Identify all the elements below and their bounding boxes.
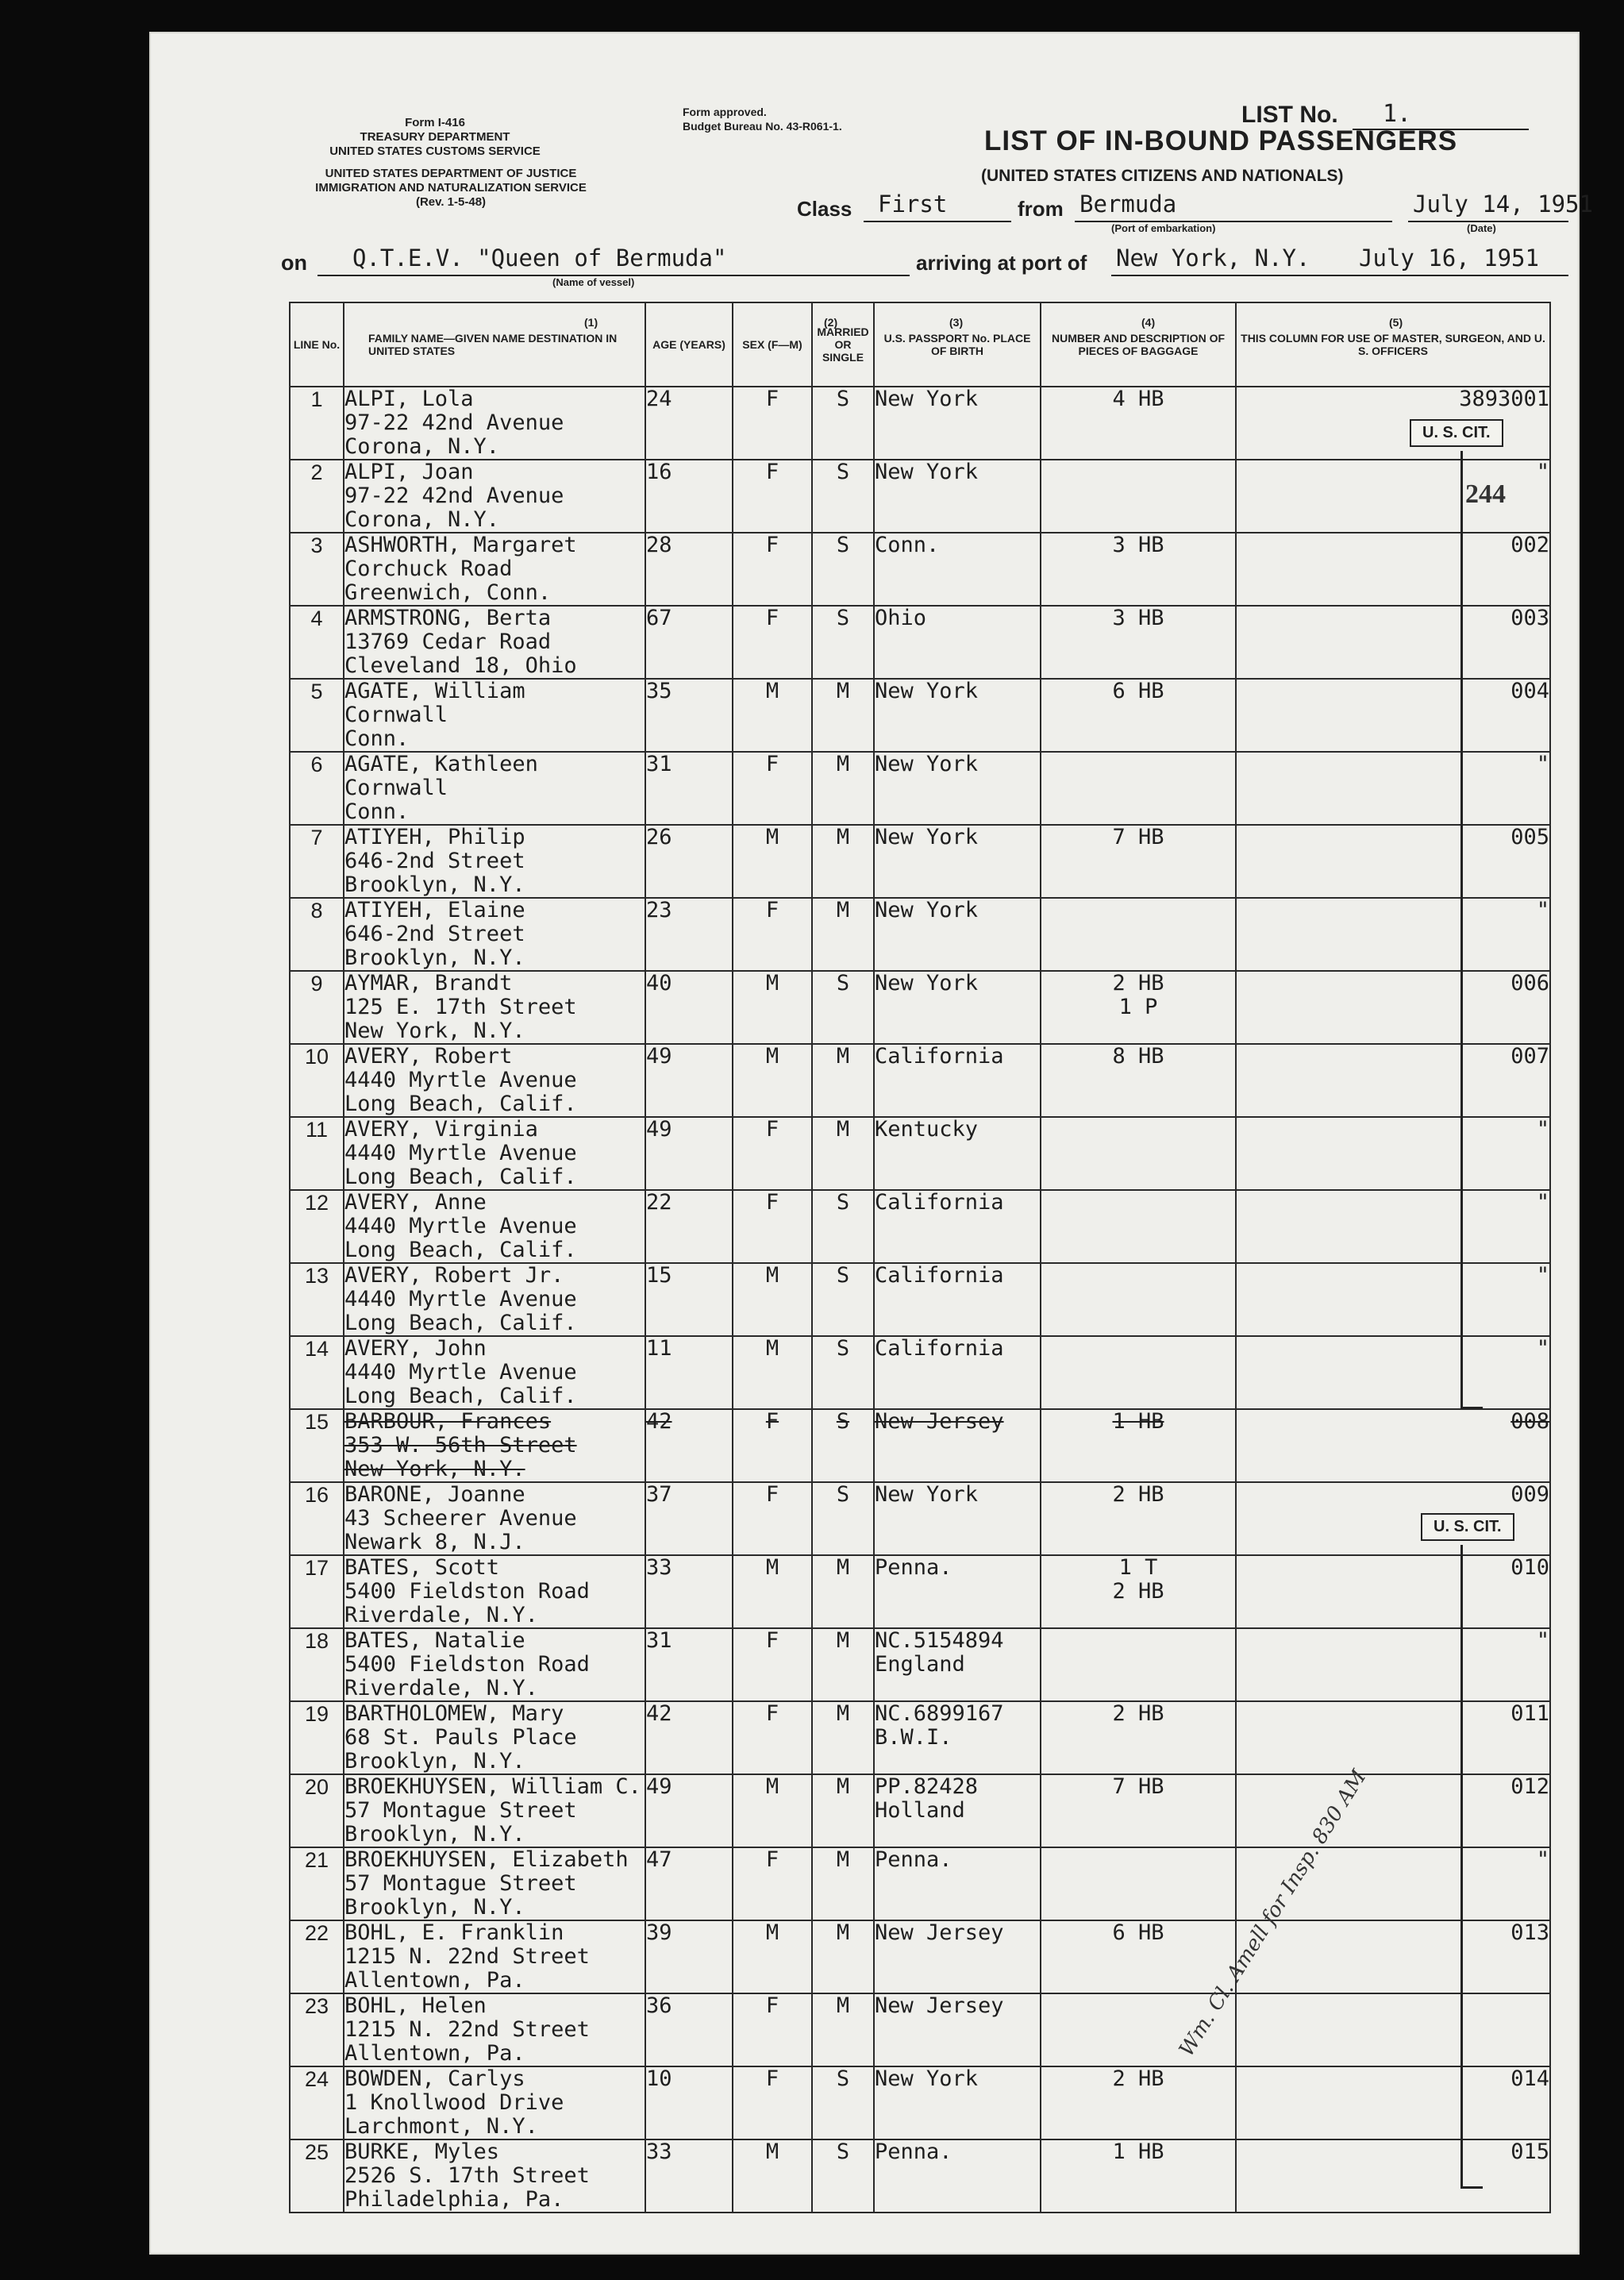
col-num-1: (1) [584, 316, 598, 329]
table-header-row [290, 302, 1550, 387]
on-label: on [281, 251, 307, 275]
passport-birthplace-cell: Ohio [874, 606, 1041, 679]
age-cell: 26 [645, 825, 733, 898]
marital-cell: M [812, 1993, 874, 2066]
passenger-row [290, 2139, 1550, 2213]
line-number: 5 [290, 679, 344, 752]
passenger-name-address: AVERY, John 4440 Myrtle Avenue Long Beach, Calif. [344, 1336, 645, 1409]
passenger-row [290, 825, 1550, 898]
baggage-cell: 3 HB [1041, 606, 1236, 679]
line-number: 1 [290, 387, 344, 460]
line-number: 9 [290, 971, 344, 1044]
passport-birthplace-cell: California [874, 1044, 1041, 1117]
age-cell: 15 [645, 1263, 733, 1336]
age-cell: 42 [645, 1701, 733, 1774]
sex-cell: M [733, 1555, 812, 1628]
approval-note [683, 105, 842, 133]
marital-cell: S [812, 387, 874, 460]
baggage-cell: 3 HB [1041, 533, 1236, 606]
vessel-caption: (Name of vessel) [552, 276, 635, 288]
handwritten-note: Wm. Cl. Amell for Insp. 830 AM [1175, 1766, 1372, 2061]
sex-cell: F [733, 606, 812, 679]
sex-cell: M [733, 1774, 812, 1847]
passenger-row [290, 460, 1550, 533]
line-number: 24 [290, 2066, 344, 2139]
baggage-cell [1041, 898, 1236, 971]
list-no-value: 1. [1383, 100, 1412, 128]
passenger-row [290, 1044, 1550, 1117]
passenger-row [290, 387, 1550, 460]
marital-cell: S [812, 1263, 874, 1336]
sex-cell: F [733, 1628, 812, 1701]
passport-birthplace-cell: New Jersey [874, 1920, 1041, 1993]
officer-use-cell: 3893001 [1236, 387, 1550, 460]
passenger-name-address: AVERY, Anne 4440 Myrtle Avenue Long Beach, Calif. [344, 1190, 645, 1263]
sex-cell: M [733, 825, 812, 898]
passenger-row [290, 1263, 1550, 1336]
us-citizen-stamp-1: U. S. CIT. [1410, 419, 1503, 447]
age-cell: 31 [645, 1628, 733, 1701]
officer-use-cell: 012 [1236, 1774, 1550, 1847]
line-number: 23 [290, 1993, 344, 2066]
line-number: 14 [290, 1336, 344, 1409]
officer-use-cell: " [1236, 1117, 1550, 1190]
line-number: 25 [290, 2139, 344, 2213]
list-no-label: LIST No. [1241, 102, 1338, 128]
marital-cell: S [812, 2139, 874, 2213]
passport-birthplace-cell: New York [874, 679, 1041, 752]
sex-cell: F [733, 1409, 812, 1482]
line-number: 7 [290, 825, 344, 898]
passport-birthplace-cell: California [874, 1263, 1041, 1336]
passenger-name-address: BATES, Scott 5400 Fieldston Road Riverdale, N.Y. [344, 1555, 645, 1628]
sex-cell: F [733, 387, 812, 460]
line-number: 10 [290, 1044, 344, 1117]
page-subtitle: (UNITED STATES CITIZENS AND NATIONALS) [981, 167, 1344, 185]
officer-use-cell: 014 [1236, 2066, 1550, 2139]
line-number: 11 [290, 1117, 344, 1190]
passport-birthplace-cell: New York [874, 898, 1041, 971]
passenger-name-address: BOHL, Helen 1215 N. 22nd Street Allentown, Pa. [344, 1993, 645, 2066]
page-number-stamp: 244 [1465, 479, 1506, 509]
col-baggage: NUMBER AND DESCRIPTION OF PIECES OF BAGGAGE [1041, 302, 1236, 387]
passport-birthplace-cell: Penna. [874, 1847, 1041, 1920]
col-married: MARRIED OR SINGLE [812, 302, 874, 387]
age-cell: 22 [645, 1190, 733, 1263]
officer-use-cell: " [1236, 898, 1550, 971]
passenger-row [290, 1920, 1550, 1993]
passenger-name-address: BOHL, E. Franklin 1215 N. 22nd Street Allentown, Pa. [344, 1920, 645, 1993]
officer-use-cell: " [1236, 752, 1550, 825]
bracket-foot [1460, 2186, 1483, 2189]
officer-use-cell: " [1236, 460, 1550, 533]
col-age: AGE (YEARS) [645, 302, 733, 387]
baggage-cell: 7 HB [1041, 1774, 1236, 1847]
marital-cell: M [812, 1774, 874, 1847]
arrival-date: July 16, 1951 [1359, 245, 1539, 272]
age-cell: 42 [645, 1409, 733, 1482]
ins-service: IMMIGRATION AND NATURALIZATION SERVICE [315, 181, 587, 194]
sex-cell: F [733, 1847, 812, 1920]
passport-birthplace-cell: New York [874, 825, 1041, 898]
bracket-foot [1460, 1407, 1483, 1409]
sex-cell: F [733, 2066, 812, 2139]
vessel-field [317, 245, 910, 276]
form-number: Form I-416 [405, 116, 465, 129]
line-number: 17 [290, 1555, 344, 1628]
line-number: 15 [290, 1409, 344, 1482]
baggage-cell: 7 HB [1041, 825, 1236, 898]
baggage-cell [1041, 1628, 1236, 1701]
baggage-cell: 2 HB [1041, 2066, 1236, 2139]
us-citizen-stamp-2: U. S. CIT. [1421, 1513, 1514, 1541]
treasury-dept: TREASURY DEPARTMENT [360, 130, 510, 144]
passenger-table [289, 302, 1551, 2213]
passenger-row [290, 1336, 1550, 1409]
from-label: from [1018, 197, 1064, 221]
class-label: Class [797, 197, 852, 221]
officer-use-cell: 007 [1236, 1044, 1550, 1117]
baggage-cell [1041, 1263, 1236, 1336]
passenger-name-address: ALPI, Joan 97-22 42nd Avenue Corona, N.Y. [344, 460, 645, 533]
passport-birthplace-cell: Penna. [874, 2139, 1041, 2213]
officer-use-cell: 008 [1236, 1409, 1550, 1482]
baggage-cell: 2 HB [1041, 1701, 1236, 1774]
passport-birthplace-cell: PP.82428 Holland [874, 1774, 1041, 1847]
age-cell: 40 [645, 971, 733, 1044]
passenger-name-address: AGATE, William Cornwall Conn. [344, 679, 645, 752]
age-cell: 33 [645, 1555, 733, 1628]
passport-birthplace-cell: NC.5154894 England [874, 1628, 1041, 1701]
baggage-cell [1041, 1190, 1236, 1263]
line-number: 19 [290, 1701, 344, 1774]
passport-birthplace-cell: New York [874, 1482, 1041, 1555]
passport-birthplace-cell: New York [874, 460, 1041, 533]
date-value: July 14, 1951 [1413, 191, 1593, 218]
officer-use-cell: 004 [1236, 679, 1550, 752]
line-number: 12 [290, 1190, 344, 1263]
sex-cell: F [733, 1117, 812, 1190]
line-number: 20 [290, 1774, 344, 1847]
sex-cell: M [733, 1920, 812, 1993]
class-value: First [878, 191, 948, 218]
age-cell: 23 [645, 898, 733, 971]
page-title: LIST OF IN-BOUND PASSENGERS [984, 125, 1458, 156]
officer-use-cell: 005 [1236, 825, 1550, 898]
col-num-5: (5) [1389, 316, 1403, 329]
passenger-row [290, 1555, 1550, 1628]
passenger-row [290, 1628, 1550, 1701]
passenger-name-address: AYMAR, Brandt 125 E. 17th Street New York, N.Y. [344, 971, 645, 1044]
marital-cell: M [812, 1701, 874, 1774]
line-number: 8 [290, 898, 344, 971]
col-passport: U.S. PASSPORT No. PLACE OF BIRTH [874, 302, 1041, 387]
passenger-row [290, 752, 1550, 825]
col-num-4: (4) [1141, 316, 1156, 329]
line-number: 6 [290, 752, 344, 825]
passenger-name-address: BARONE, Joanne 43 Scheerer Avenue Newark 8, N.J. [344, 1482, 645, 1555]
officer-use-cell: 002 [1236, 533, 1550, 606]
from-value: Bermuda [1079, 191, 1177, 218]
officer-use-cell: " [1236, 1847, 1550, 1920]
sex-cell: F [733, 752, 812, 825]
arriving-label: arriving at port of [916, 251, 1087, 275]
age-cell: 24 [645, 387, 733, 460]
passport-birthplace-cell: NC.6899167 B.W.I. [874, 1701, 1041, 1774]
passport-birthplace-cell: California [874, 1336, 1041, 1409]
passenger-row [290, 606, 1550, 679]
age-cell: 67 [645, 606, 733, 679]
marital-cell: S [812, 2066, 874, 2139]
form-approved: Form approved. [683, 106, 767, 118]
passenger-row [290, 1482, 1550, 1555]
marital-cell: M [812, 1847, 874, 1920]
passenger-name-address: AVERY, Robert 4440 Myrtle Avenue Long Beach, Calif. [344, 1044, 645, 1117]
budget-bureau: Budget Bureau No. 43-R061-1. [683, 120, 842, 133]
justice-header [284, 167, 618, 210]
passenger-name-address: BATES, Natalie 5400 Fieldston Road Riverdale, N.Y. [344, 1628, 645, 1701]
passenger-name-address: ATIYEH, Philip 646-2nd Street Brooklyn, N.Y. [344, 825, 645, 898]
age-cell: 49 [645, 1044, 733, 1117]
passenger-name-address: ATIYEH, Elaine 646-2nd Street Brooklyn, N.Y. [344, 898, 645, 971]
passenger-name-address: BOWDEN, Carlys 1 Knollwood Drive Larchmont, N.Y. [344, 2066, 645, 2139]
sex-cell: F [733, 1482, 812, 1555]
marital-cell: S [812, 460, 874, 533]
col-num-3: (3) [949, 316, 964, 329]
passenger-row [290, 2066, 1550, 2139]
baggage-cell: 2 HB 1 P [1041, 971, 1236, 1044]
age-cell: 49 [645, 1774, 733, 1847]
officer-use-cell [1236, 1993, 1550, 2066]
sex-cell: F [733, 460, 812, 533]
passenger-row [290, 898, 1550, 971]
baggage-cell [1041, 1847, 1236, 1920]
passenger-name-address: ALPI, Lola 97-22 42nd Avenue Corona, N.Y. [344, 387, 645, 460]
baggage-cell [1041, 1117, 1236, 1190]
marital-cell: M [812, 752, 874, 825]
passenger-name-address: AGATE, Kathleen Cornwall Conn. [344, 752, 645, 825]
age-cell: 47 [645, 1847, 733, 1920]
age-cell: 33 [645, 2139, 733, 2213]
officer-use-cell: " [1236, 1190, 1550, 1263]
passenger-name-address: ARMSTRONG, Berta 13769 Cedar Road Cleveland 18, Ohio [344, 606, 645, 679]
passenger-name-address: BROEKHUYSEN, Elizabeth 57 Montague Street Brooklyn, N.Y. [344, 1847, 645, 1920]
revision: (Rev. 1-5-48) [415, 195, 487, 209]
marital-cell: M [812, 1628, 874, 1701]
passenger-row [290, 1847, 1550, 1920]
port-value: New York, N.Y. [1116, 245, 1310, 272]
age-cell: 49 [645, 1117, 733, 1190]
marital-cell: M [812, 679, 874, 752]
marital-cell: M [812, 1117, 874, 1190]
passport-birthplace-cell: Kentucky [874, 1117, 1041, 1190]
sex-cell: F [733, 898, 812, 971]
passport-birthplace-cell: New York [874, 387, 1041, 460]
age-cell: 39 [645, 1920, 733, 1993]
line-number: 2 [290, 460, 344, 533]
line-number: 22 [290, 1920, 344, 1993]
baggage-cell: 4 HB [1041, 387, 1236, 460]
officer-use-cell: 011 [1236, 1701, 1550, 1774]
baggage-cell: 1 HB [1041, 2139, 1236, 2213]
from-caption: (Port of embarkation) [1111, 222, 1216, 234]
marital-cell: M [812, 898, 874, 971]
marital-cell: S [812, 1482, 874, 1555]
marital-cell: S [812, 1336, 874, 1409]
passenger-name-address: AVERY, Virginia 4440 Myrtle Avenue Long Beach, Calif. [344, 1117, 645, 1190]
marital-cell: S [812, 533, 874, 606]
line-number: 18 [290, 1628, 344, 1701]
passenger-name-address: BROEKHUYSEN, William C. 57 Montague Street Brooklyn, N.Y. [344, 1774, 645, 1847]
passenger-name-address: BURKE, Myles 2526 S. 17th Street Philadelphia, Pa. [344, 2139, 645, 2213]
passenger-name-address: AVERY, Robert Jr. 4440 Myrtle Avenue Long Beach, Calif. [344, 1263, 645, 1336]
passport-birthplace-cell: Penna. [874, 1555, 1041, 1628]
passenger-name-address: ASHWORTH, Margaret Corchuck Road Greenwich, Conn. [344, 533, 645, 606]
line-number: 16 [290, 1482, 344, 1555]
sex-cell: M [733, 1044, 812, 1117]
passport-birthplace-cell: New Jersey [874, 1409, 1041, 1482]
baggage-cell: 8 HB [1041, 1044, 1236, 1117]
sex-cell: M [733, 1263, 812, 1336]
passenger-name-address: BARBOUR, Frances 353 W. 56th Street New York, N.Y. [344, 1409, 645, 1482]
passenger-row [290, 971, 1550, 1044]
col-officers: THIS COLUMN FOR USE OF MASTER, SURGEON, AND U. S. OFFICERS [1236, 302, 1550, 387]
justice-dept: UNITED STATES DEPARTMENT OF JUSTICE [325, 167, 577, 180]
baggage-cell: 6 HB [1041, 1920, 1236, 1993]
passenger-row [290, 679, 1550, 752]
date-field [1408, 191, 1593, 222]
passport-birthplace-cell: New York [874, 752, 1041, 825]
passenger-row [290, 1701, 1550, 1774]
port-field [1111, 245, 1568, 276]
marital-cell: M [812, 1555, 874, 1628]
class-field [864, 191, 1011, 222]
age-cell: 31 [645, 752, 733, 825]
age-cell: 16 [645, 460, 733, 533]
baggage-cell [1041, 752, 1236, 825]
officer-use-cell: " [1236, 1336, 1550, 1409]
officer-use-cell: 006 [1236, 971, 1550, 1044]
vessel-value: Q.T.E.V. "Queen of Bermuda" [352, 245, 727, 272]
marital-cell: S [812, 1190, 874, 1263]
passport-birthplace-cell: Conn. [874, 533, 1041, 606]
passenger-row [290, 533, 1550, 606]
age-cell: 10 [645, 2066, 733, 2139]
treasury-header [300, 116, 570, 159]
date-caption: (Date) [1467, 222, 1496, 234]
passenger-row [290, 1117, 1550, 1190]
age-cell: 35 [645, 679, 733, 752]
passenger-row [290, 1993, 1550, 2066]
age-cell: 37 [645, 1482, 733, 1555]
sex-cell: M [733, 1336, 812, 1409]
baggage-cell: 1 T 2 HB [1041, 1555, 1236, 1628]
sex-cell: M [733, 2139, 812, 2213]
age-cell: 36 [645, 1993, 733, 2066]
marital-cell: S [812, 606, 874, 679]
age-cell: 11 [645, 1336, 733, 1409]
passenger-row [290, 1190, 1550, 1263]
sex-cell: F [733, 1701, 812, 1774]
line-number: 4 [290, 606, 344, 679]
officer-use-cell: 009 [1236, 1482, 1550, 1555]
officer-use-cell: 010 [1236, 1555, 1550, 1628]
passenger-name-address: BARTHOLOMEW, Mary 68 St. Pauls Place Brooklyn, N.Y. [344, 1701, 645, 1774]
bracket-line [1460, 1545, 1463, 2188]
line-number: 21 [290, 1847, 344, 1920]
sex-cell: F [733, 1993, 812, 2066]
col-name: FAMILY NAME—GIVEN NAME DESTINATION IN UNITED STATES [344, 302, 645, 387]
age-cell: 28 [645, 533, 733, 606]
passport-birthplace-cell: California [874, 1190, 1041, 1263]
customs-service: UNITED STATES CUSTOMS SERVICE [329, 144, 541, 158]
sex-cell: F [733, 1190, 812, 1263]
officer-use-cell: 003 [1236, 606, 1550, 679]
passenger-row [290, 1409, 1550, 1482]
passport-birthplace-cell: New York [874, 971, 1041, 1044]
baggage-cell [1041, 1336, 1236, 1409]
officer-use-cell: " [1236, 1263, 1550, 1336]
officer-use-cell: " [1236, 1628, 1550, 1701]
marital-cell: S [812, 1409, 874, 1482]
col-sex: SEX (F—M) [733, 302, 812, 387]
passport-birthplace-cell: New York [874, 2066, 1041, 2139]
line-number: 13 [290, 1263, 344, 1336]
bracket-line [1460, 451, 1463, 1408]
marital-cell: M [812, 1920, 874, 1993]
passport-birthplace-cell: New Jersey [874, 1993, 1041, 2066]
baggage-cell [1041, 460, 1236, 533]
line-number: 3 [290, 533, 344, 606]
baggage-cell: 1 HB [1041, 1409, 1236, 1482]
sex-cell: F [733, 533, 812, 606]
sex-cell: M [733, 971, 812, 1044]
col-num-2: (2) [824, 316, 838, 329]
marital-cell: S [812, 971, 874, 1044]
officer-use-cell: 013 [1236, 1920, 1550, 1993]
sex-cell: M [733, 679, 812, 752]
marital-cell: M [812, 1044, 874, 1117]
col-line-no: LINE No. [290, 302, 344, 387]
from-field [1075, 191, 1392, 222]
baggage-cell: 2 HB [1041, 1482, 1236, 1555]
officer-use-cell: 015 [1236, 2139, 1550, 2213]
baggage-cell: 6 HB [1041, 679, 1236, 752]
marital-cell: M [812, 825, 874, 898]
